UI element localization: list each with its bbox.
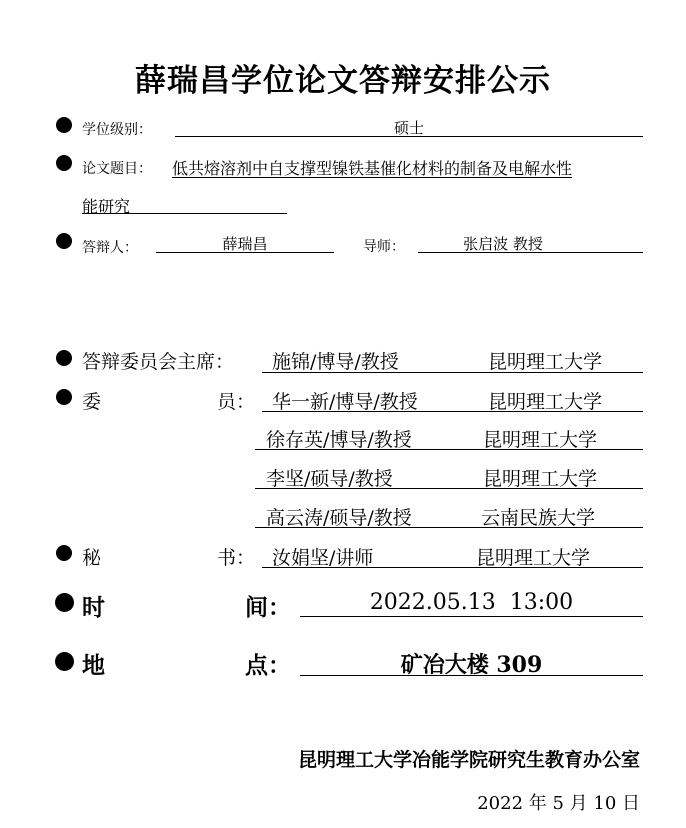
member-name: 李坚/硕导/教授 [266,468,393,490]
place-value: 矿冶大楼 309 [400,652,543,678]
member-org: 昆明理工大学 [488,391,603,413]
secretary-org: 昆明理工大学 [476,547,591,569]
member-name: 徐存英/博导/教授 [266,429,412,451]
chair-name: 施锦/博导/教授 [272,351,399,373]
bullet-icon [55,593,74,612]
member-name: 高云涛/硕导/教授 [266,507,412,529]
chair-org: 昆明理工大学 [488,351,603,373]
place-label-2: 点： [245,652,291,679]
place-label-1: 地 [82,652,105,679]
member-org: 昆明理工大学 [483,468,598,490]
bullet-icon [56,545,72,561]
degree-value: 硕士 [393,119,424,137]
thesis-underline [82,213,287,214]
time-label-1: 时 [82,594,105,621]
defender-label: 答辩人： [82,240,138,256]
thesis-title-line-1: 低共熔溶剂中自支撑型镍铁基催化材料的制备及电解水性 [172,159,573,178]
degree-label: 学位级别： [82,122,152,138]
member-label-1: 委 [82,391,102,413]
bullet-icon [55,652,74,671]
issuing-office: 昆明理工大学冶能学院研究生教育办公室 [297,749,640,771]
secretary-name: 汝娟坚/讲师 [272,547,374,569]
bullet-icon [56,117,72,133]
time-value: 2022.05.13 13:00 [369,590,574,615]
issue-date: 2022 年 5 月 10 日 [477,793,640,814]
member-org: 昆明理工大学 [483,429,598,451]
thesis-title-line-2: 能研究 [82,197,131,216]
advisor-value: 张启波 教授 [463,235,543,253]
time-underline [300,616,643,617]
member-label-2: 员： [217,391,256,413]
secretary-label-2: 书： [217,547,256,569]
member-name: 华一新/博导/教授 [272,391,418,413]
chair-label: 答辩委员会主席： [82,351,235,373]
defender-value: 薛瑞昌 [222,235,268,253]
page-title: 薛瑞昌学位论文答辩安排公示 [135,63,551,99]
thesis-label: 论文题目： [82,161,152,177]
time-label-2: 间： [245,594,291,621]
bullet-icon [56,233,72,249]
member-org: 云南民族大学 [481,507,596,529]
bullet-icon [56,389,72,405]
bullet-icon [56,155,72,171]
secretary-label-1: 秘 [82,547,102,569]
bullet-icon [56,350,72,366]
advisor-label: 导师： [363,239,405,255]
